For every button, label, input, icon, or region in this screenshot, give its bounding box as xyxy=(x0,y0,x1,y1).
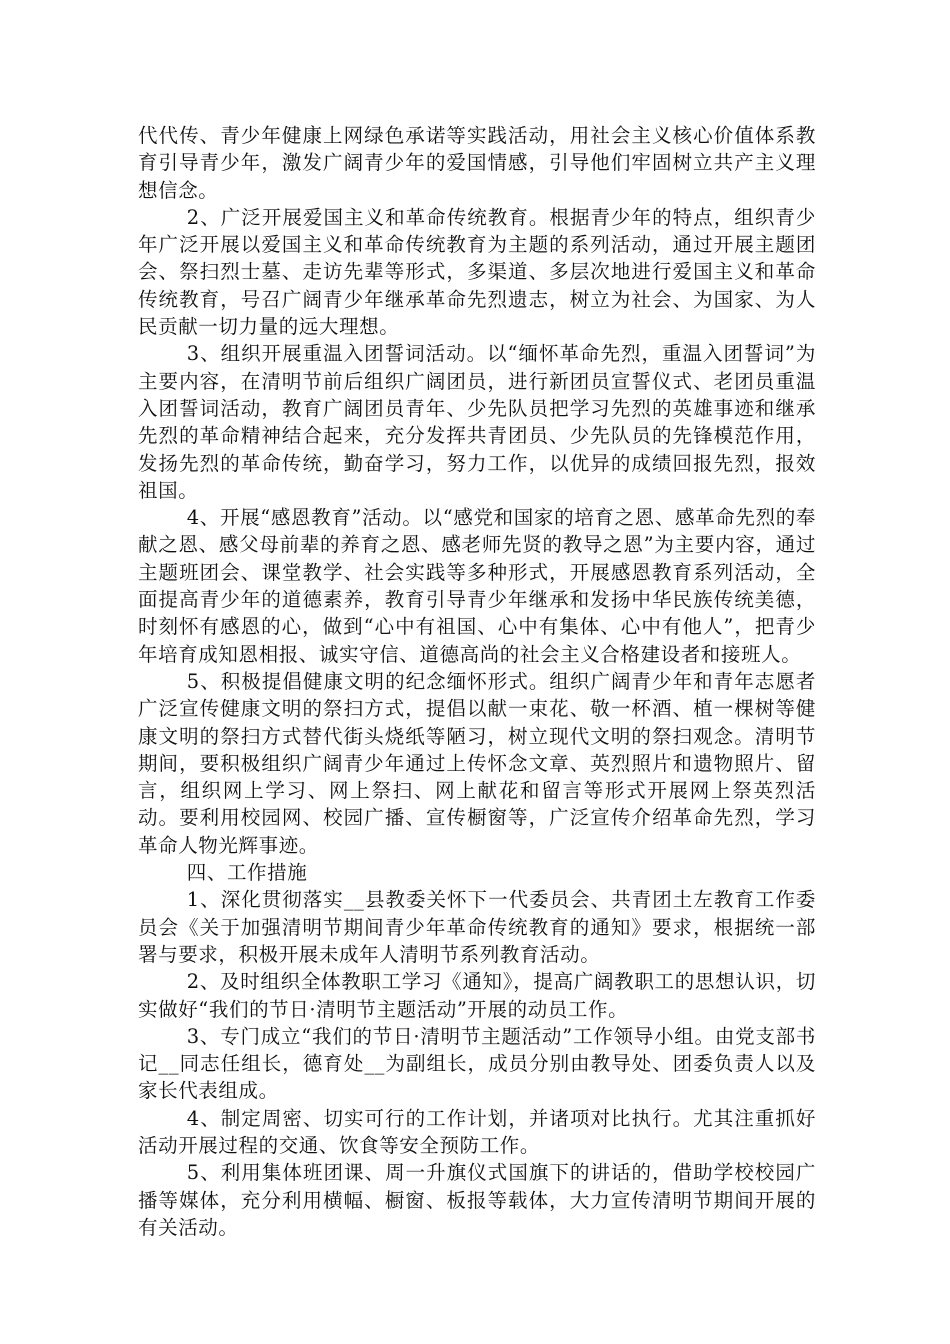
paragraph-civilized-memorial: 5、积极提倡健康文明的纪念缅怀形式。组织广阔青少年和青年志愿者广泛宣传健康文明的祭扫方式，提倡以献一束花、敬一杯酒、植一棵树等健康文明的祭扫方式替代街头烧纸等陋习，树立现代文明的祭扫观念。清明节期间，要积极组织广阔青少年通过上传怀念文章、英烈照片和遗物照片、留言，组织网上学习、网上祭扫、网上献花和留言等形式开展网上祭英烈活动。要利用校园网、校园广播、宣传橱窗等，广泛宣传介绍革命先烈，学习革命人物光辉事迹。 xyxy=(138,669,816,857)
paragraph-measure-3: 3、专门成立“我们的节日·清明节主题活动”工作领导小组。由党支部书记__同志任组长，德育处__为副组长，成员分别由教导处、团委负责人以及家长代表组成。 xyxy=(138,1024,816,1103)
paragraph-measure-5: 5、利用集体班团课、周一升旗仪式国旗下的讲话的，借助学校校园广播等媒体，充分利用横幅、橱窗、板报等载体，大力宣传清明节期间开展的有关活动。 xyxy=(138,1161,816,1239)
paragraph-league-oath: 3、组织开展重温入团誓词活动。以“缅怀革命先烈，重温入团誓词”为主要内容，在清明节前后组织广阔团员，进行新团员宣誓仪式、老团员重温入团誓词活动，教育广阔团员青年、少先队员把学习先烈的英雄事迹和继承先烈的革命精神结合起来，充分发挥共青团员、少先队员的先锋模范作用，发扬先烈的革命传统，勤奋学习，努力工作，以优异的成绩回报先烈，报效祖国。 xyxy=(138,342,816,502)
paragraph-measure-1: 1、深化贯彻落实__县教委关怀下一代委员会、共青团土左教育工作委员会《关于加强清明节期间青少年革命传统教育的通知》要求，根据统一部署与要求，积极开展未成年人清明节系列教育活动。 xyxy=(138,888,816,966)
paragraph-measure-2: 2、及时组织全体教职工学习《通知》，提高广阔教职工的思想认识，切实做好“我们的节日·清明节主题活动”开展的动员工作。 xyxy=(138,970,816,1021)
paragraph-continuation: 代代传、青少年健康上网绿色承诺等实践活动，用社会主义核心价值体系教育引导青少年，激发广阔青少年的爱国情感，引导他们牢固树立共产主义理想信念。 xyxy=(138,124,816,202)
paragraph-measure-4: 4、制定周密、切实可行的工作计划，并诸项对比执行。尤其注重抓好活动开展过程的交通、饮食等安全预防工作。 xyxy=(138,1106,816,1157)
paragraph-gratitude-education: 4、开展“感恩教育”活动。以“感党和国家的培育之恩、感革命先烈的奉献之恩、感父母前辈的养育之恩、感老师先贤的教导之恩”为主要内容，通过主题班团会、课堂教学、社会实践等多种形式，开展感恩教育系列活动，全面提高青少年的道德素养，教育引导青少年继承和发扬中华民族传统美德，时刻怀有感恩的心，做到“心中有祖国、心中有集体、心中有他人”，把青少年培育成知恩相报、诚实守信、道德高尚的社会主义合格建设者和接班人。 xyxy=(138,506,816,666)
paragraph-patriotic-education: 2、广泛开展爱国主义和革命传统教育。根据青少年的特点，组织青少年广泛开展以爱国主义和革命传统教育为主题的系列活动，通过开展主题团会、祭扫烈士墓、走访先辈等形式，多渠道、多层次地进行爱国主义和革命传统教育，号召广阔青少年继承革命先烈遗志，树立为社会、为国家、为人民贡献一切力量的远大理想。 xyxy=(138,205,816,339)
section-heading-work-measures: 四、工作措施 xyxy=(186,861,308,885)
